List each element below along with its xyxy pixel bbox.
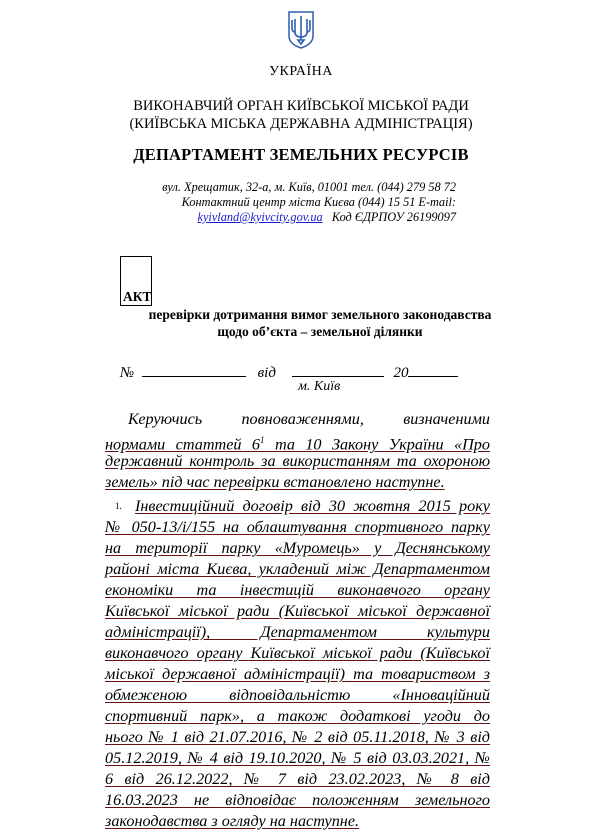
edrpou-code: Код ЄДРПОУ 26199097: [331, 210, 456, 224]
intro-line: земель» під час перевірки встановлено наступне.: [105, 473, 445, 491]
item-line: 16.03.2023 не відповідає положенням земельного: [105, 791, 490, 809]
act-subtitle-1: перевірки дотримання вимог земельного законодавства: [148, 307, 492, 322]
year-prefix: 20: [393, 365, 409, 381]
item-line: 6 від 26.12.2022, № 7 від 23.02.2023, № 8 від: [105, 770, 490, 788]
address-line: вул. Хрещатик, 32-а, м. Київ, 01001 тел. (044) 279 58 72: [162, 180, 456, 194]
trident-icon: [287, 10, 315, 50]
item-line: виконавчого органу Київської міської ради (Київської: [105, 644, 490, 662]
intro-paragraph: [105, 409, 490, 493]
coat-of-arms: [287, 10, 315, 50]
item-line: адміністрації), Департаментом культури: [105, 623, 490, 641]
item-line: обмеженою відповідальністю «Інноваційний: [105, 686, 490, 704]
act-subtitle-2: щодо об’єкта – земельної ділянки: [217, 324, 423, 339]
number-blank[interactable]: [142, 362, 246, 377]
act-title: АКТ: [123, 289, 152, 304]
item-line: районі міста Києва, укладений між Департаментом: [105, 560, 490, 578]
contact-block: [120, 180, 456, 225]
org-line-1: ВИКОНАВЧИЙ ОРГАН КИЇВСЬКОЇ МІСЬКОЇ РАДИ: [133, 98, 469, 114]
item-number: 1.: [115, 501, 122, 511]
item-line: 1. Інвестиційний договір від 30 жовтня 2015 року: [115, 497, 490, 515]
department-title: ДЕПАРТАМЕНТ ЗЕМЕЛЬНИХ РЕСУРСІВ: [133, 145, 469, 164]
item-line: міської державної адміністрації) та товариством з: [105, 665, 490, 683]
org-line-2: (КИЇВСЬКА МІСЬКА ДЕРЖАВНА АДМІНІСТРАЦІЯ): [129, 116, 473, 132]
act-number-line: [120, 362, 458, 382]
item-line: законодавства з огляду на наступне.: [105, 812, 360, 830]
item-line: № 050-13/і/155 на облаштування спортивного парку: [105, 518, 490, 536]
country-title: УКРАЇНА: [269, 64, 333, 79]
item-line: спортивний парк», а також додаткові угоди до: [105, 707, 490, 725]
item-line: Київської міської ради (Київської міської державної: [105, 602, 490, 620]
item-1-paragraph: [105, 496, 490, 832]
email-line: [120, 210, 456, 225]
date-blank[interactable]: [292, 362, 384, 377]
intro-line: нормами статтей $6^1$ та 10 Закону України «Про: [105, 435, 490, 454]
email-link[interactable]: kyivland@kyivcity.gov.ua: [197, 210, 323, 224]
item-line: 05.12.2019, № 4 від 19.10.2020, № 5 від 03.03.2021, №: [105, 749, 490, 767]
item-line: нього № 1 від 21.07.2016, № 2 від 05.11.2018, № 3 від: [105, 728, 490, 746]
city-label: м. Київ: [298, 379, 341, 394]
year-blank[interactable]: [408, 362, 458, 377]
item-line: економіки та інвестицій виконавчого органу: [105, 581, 490, 599]
from-label: від: [257, 365, 276, 381]
intro-line: державний контроль за використанням та охороною: [105, 452, 490, 470]
item-line: на території парку «Муромець» у Деснянському: [105, 539, 490, 557]
intro-line: Керуючись повноваженнями, визначеними: [128, 410, 490, 428]
contact-center-line: Контактний центр міста Києва (044) 15 51 E-mail:: [181, 195, 456, 209]
number-label: №: [120, 365, 135, 381]
